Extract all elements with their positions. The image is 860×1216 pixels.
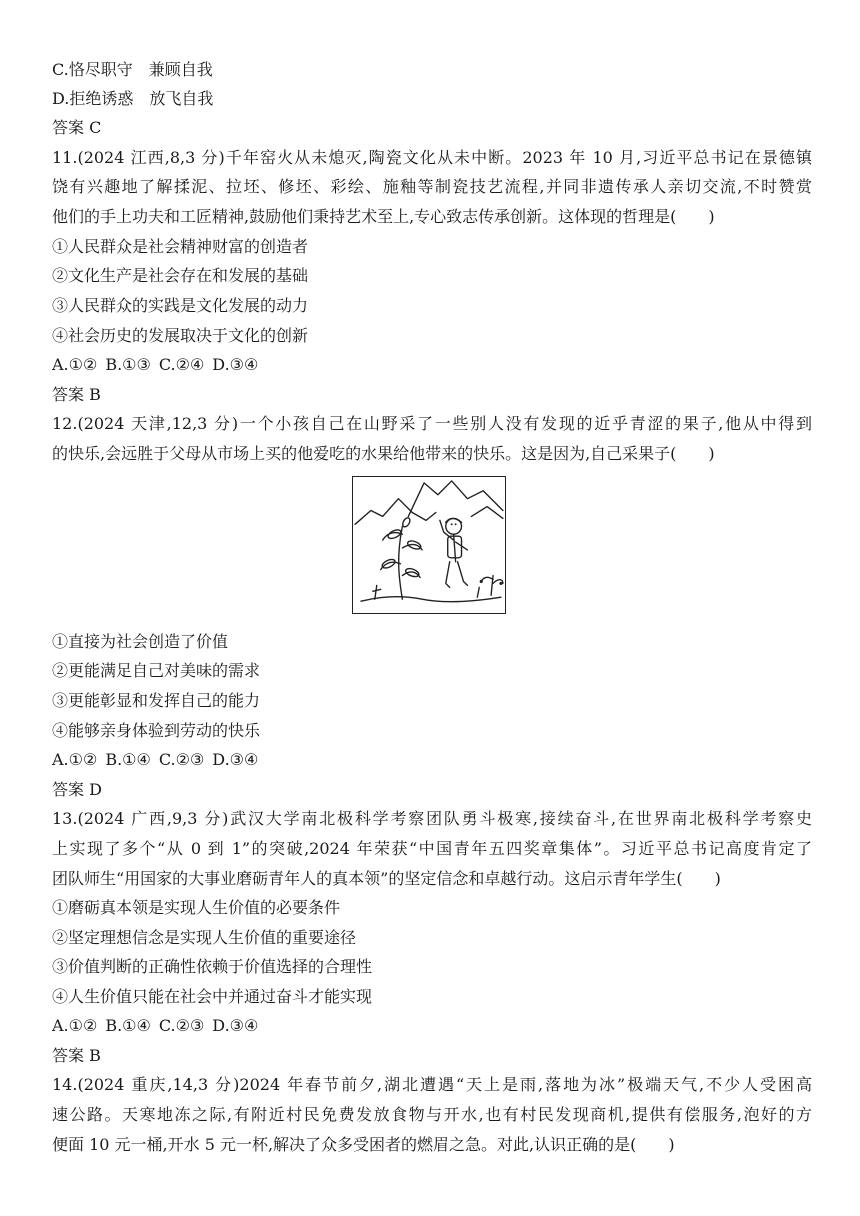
question-13-line-1: 13.(2024 广西,9,3 分)武汉大学南北极科学考察团队勇斗极寒,接续奋斗,在世界南北极科学考察史 xyxy=(52,809,812,828)
answer-q12: 答案 D xyxy=(52,780,102,799)
question-11-line-2: 饶有兴趣地了解揉泥、拉坯、修坯、彩绘、施釉等制瓷技艺流程,并同非遗传承人亲切交流,不时赞赏 xyxy=(52,177,812,196)
q13-statement-1: ①磨砺真本领是实现人生价值的必要条件 xyxy=(52,898,341,917)
answer-q13: 答案 B xyxy=(52,1046,101,1065)
question-12-line-1: 12.(2024 天津,12,3 分)一个小孩自己在山野采了一些别人没有发现的近乎青涩的果子,他从中得到 xyxy=(52,414,812,433)
q12-statement-4: ④能够亲身体验到劳动的快乐 xyxy=(52,721,261,740)
illustration-drawing xyxy=(353,477,505,613)
q13-statement-2: ②坚定理想信念是实现人生价值的重要途径 xyxy=(52,928,357,947)
q12-statement-3: ③更能彰显和发挥自己的能力 xyxy=(52,691,261,710)
option-d-q10: D.拒绝诱惑 放飞自我 xyxy=(52,89,214,108)
answer-q10: 答案 C xyxy=(52,118,102,137)
q13-statement-4: ④人生价值只能在社会中并通过奋斗才能实现 xyxy=(52,987,373,1006)
option-c-q10: C.恪尽职守 兼顾自我 xyxy=(52,60,213,79)
question-14-line-1: 14.(2024 重庆,14,3 分)2024 年春节前夕,湖北遭遇“天上是雨,落地为冰”极端天气,不少人受困高 xyxy=(52,1075,812,1094)
q12-statement-1: ①直接为社会创造了价值 xyxy=(52,632,229,651)
question-14-line-2: 速公路。天寒地冻之际,有附近村民免费发放食物与开水,也有村民发现商机,提供有偿服务,泡好的方 xyxy=(52,1105,812,1124)
q13-choices: A.①② B.①④ C.②③ D.③④ xyxy=(52,1016,259,1035)
question-14-line-3: 便面 10 元一桶,开水 5 元一杯,解决了众多受困者的燃眉之急。对此,认识正确的是( ) xyxy=(52,1135,675,1154)
q11-statement-1: ①人民群众是社会精神财富的创造者 xyxy=(52,237,309,256)
q11-choices: A.①② B.①③ C.②④ D.③④ xyxy=(52,355,259,374)
boy-picking-fruit-illustration xyxy=(352,476,506,614)
q12-choices: A.①② B.①④ C.②③ D.③④ xyxy=(52,750,259,769)
q11-statement-3: ③人民群众的实践是文化发展的动力 xyxy=(52,296,309,315)
question-13-line-3: 团队师生“用国家的大事业磨砺青年人的真本领”的坚定信念和卓越行动。这启示青年学生( ) xyxy=(52,869,721,888)
q13-statement-3: ③价值判断的正确性依赖于价值选择的合理性 xyxy=(52,957,373,976)
answer-q11: 答案 B xyxy=(52,385,101,404)
q11-statement-4: ④社会历史的发展取决于文化的创新 xyxy=(52,326,309,345)
question-12-line-2: 的快乐,会远胜于父母从市场上买的他爱吃的水果给他带来的快乐。这是因为,自己采果子( ) xyxy=(52,444,715,463)
question-11-line-1: 11.(2024 江西,8,3 分)千年窑火从未熄灭,陶瓷文化从未中断。2023 年 10 月,习近平总书记在景德镇 xyxy=(52,148,812,167)
question-11-line-3: 他们的手上功夫和工匠精神,鼓励他们秉持艺术至上,专心致志传承创新。这体现的哲理是( ) xyxy=(52,207,715,226)
q12-statement-2: ②更能满足自己对美味的需求 xyxy=(52,661,261,680)
question-13-line-2: 上实现了多个“从 0 到 1”的突破,2024 年荣获“中国青年五四奖章集体”。习近平总书记高度肯定了 xyxy=(52,839,812,858)
q11-statement-2: ②文化生产是社会存在和发展的基础 xyxy=(52,266,309,285)
